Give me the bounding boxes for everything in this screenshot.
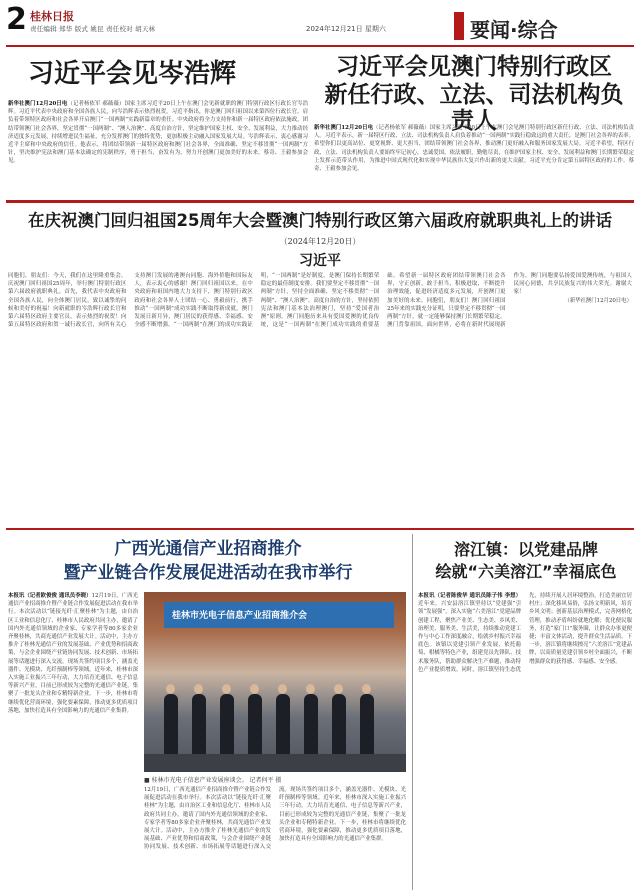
speech-author: 习近平 xyxy=(299,253,341,269)
section-title: 要闻·综合 xyxy=(470,18,558,42)
person-head xyxy=(334,684,343,694)
newspaper-name: 桂林日报 xyxy=(30,10,74,23)
speech-date: （2024年12月20日） xyxy=(279,237,361,246)
person-head xyxy=(194,684,203,694)
article3-title-line2: 暨产业链合作发展促进活动在我市举行 xyxy=(63,563,353,583)
section-bar-icon xyxy=(454,12,464,40)
speech-text: 同胞们，朋友们：今天，我们在这里隆重集会，庆祝澳门回归祖国25周年，举行澳门特别行政区第六届政府就职典礼。首先，我代表中央政府和全国各族人民，向全体澳门居民，致以诚挚的问候和美好的祝福！向新就职的岑浩辉行政长官和第六届特区政府主要官员，表示热烈的祝贺！向第五届特区政府和贺一诚行政长官，向所有关心支持澳门发展的港澳台同胞、海外侨胞和国际友人，表示衷心的感谢！澳门回归祖国以来，在中央政府和祖国内地大力支持下，澳门特别行政区政府和社会各界人士团结一心、勇毅前行，携手推动“一国两制”成功实践不断取得新成就，澳门发展日新月异，澳门居民的获得感、幸福感、安全感不断增强。“一国两制”在澳门的成功实践证明，“一国两制”是好制度，是澳门保持长期繁荣稳定的最佳制度安排。我们要坚定不移贯彻“一国两制”方针，坚持全面准确、坚定不移贯彻“一国两制”、“澳人治澳”、高度自治的方针，坚持依照宪法和澳门基本法治理澳门，坚持“爱国者治澳”原则。澳门同胞历来具有爱国爱澳的优良传统，这是“一国两制”在澳门成功实践的重要基础。希望新一届特区政府团结带领澳门社会各界，守正创新，敢于担当，积极进取，不断提升治理效能，促进经济适度多元发展，开创澳门更加美好的未来。同胞们，朋友们！澳门回归祖国25年来的实践充分证明，只要坚定不移贯彻“一国两制”方针，就一定能够保持澳门长期繁荣稳定。澳门背靠祖国，面向世界，必将在新时代展现新作为。澳门同胞要弘扬爱国爱澳传统，与祖国人民同心同德，共享民族复兴的伟大荣光。谢谢大家！ xyxy=(8,273,632,329)
person-head xyxy=(222,684,231,694)
staff-credits: 责任编辑 郑华 版式 姚昆 责任校对 胡天林 xyxy=(30,25,156,33)
photo-banner: 桂林市光电子信息产业招商推介会 xyxy=(164,602,394,628)
article2-text: （记者杨依军 郝薇薇）国家主席习近平20日上午在澳门会见澳门特别行政区新任行政、立法、司法机构负责人。习近平表示，新一届特区行政、立法、司法机构负责人肩负着推动“一国两制”实践行稳致远的重大责任，是澳门社会各界的表率。希望你们以更高站位、更宽视野、更大担当，团结带领澳门社会各界，推动澳门更好融入和服务国家发展大局。习近平希望，特区行政、立法、司法机构负责人要始终牢记初心，忠诚爱国，依法履职，勤勉尽责，在维护国家主权、安全、发展利益和澳门长期繁荣稳定上发挥示范带头作用，为推进中国式现代化和实现中华民族伟大复兴作出新的更大贡献。习近平充分肯定第五届特区政府的工作。蔡奇、王毅参加会见。 xyxy=(314,125,634,173)
article4-title-line2: 绘就“六美溶江”幸福底色 xyxy=(435,562,617,581)
article1-body xyxy=(8,100,308,196)
article4-lead: 本报讯（记者陈俊华 通讯员陈子伟 李想） xyxy=(418,593,521,599)
person-figure xyxy=(192,694,206,754)
speech-title: 在庆祝澳门回归祖国25周年大会暨澳门特别行政区第六届政府就职典礼上的讲话 xyxy=(28,211,612,230)
speech-footer: （新华社澳门12月20日电） xyxy=(564,297,632,304)
person-figure xyxy=(248,694,262,754)
person-head xyxy=(250,684,259,694)
divider-bottom xyxy=(6,528,634,530)
person-head xyxy=(166,684,175,694)
article2-body xyxy=(314,124,634,196)
article4-body xyxy=(418,592,632,888)
article3-lead: 本报讯（记者欧俊俊 通讯员李晓） xyxy=(8,593,92,599)
article3-text-cont: 12月19日，广西光通信产业招商推介暨产业链合作发展促进活动在我市举行。本次活动以“链接光纤·汇聚桂林”为主题，由自治区工业和信息化厅、桂林市人民政府共同主办，邀请了国内外光通信领域的企业家、专家学者等80多家企业齐聚桂林，共商光通信产业发展大计。活动中，主办方推介了桂林光通信产业的发展基础、产业优势和招商政策，与会企业围绕产业链协同发展、技术创新、市场拓展等话题进行深入交流。现场共签约项目多个，涵盖光器件、光模块、光纤预制棒等领域。近年来，桂林市深入实施工业振兴三年行动，大力培育光通信、电子信息等新兴产业，目前已形成较为完整的光通信产业链，集聚了一批龙头企业和专精特新企业。下一步，桂林市将继续优化营商环境，强化要素保障，推动更多优质项目落地，加快打造具有全国影响力的光通信产业集群。 xyxy=(144,787,406,851)
section-label xyxy=(454,12,630,40)
person-figure xyxy=(360,694,374,754)
article4-text: 近年来，兴安县溶江镇坚持以“党建强”引领“发展强”，深入实施“六美溶江”党建品牌创建工程，聚焦产业美、生态美、乡风美、治理美、服务美、生活美，持续推动党建工作与中心工作深度融合，绘就乡村振兴幸福底色。该镇以党建引领产业发展，依托葡萄、柑橘等特色产业，组建党员先锋队、技术服务队，帮助群众解决生产难题，推动特色产业提质增效。同时，溶江镇坚持生态优先，持续开展人居环境整治，打造美丽宜居村庄；深化移风易俗，弘扬文明新风，培育乡风文明；创新基层治理模式，完善网格化管理，推动矛盾纠纷就地化解；优化便民服务，打造“家门口”服务圈，让群众办事更便捷；丰富文体活动，提升群众生活品质。下一步，溶江镇将继续擦亮“六美溶江”党建品牌，以高质量党建引领乡村全面振兴，不断增强群众的获得感、幸福感、安全感。 xyxy=(418,593,632,673)
article1-lead: 新华社澳门12月20日电 xyxy=(8,101,68,107)
speech-body xyxy=(8,272,632,520)
article4-title-line1: 溶江镇：以党建品牌 xyxy=(453,540,598,559)
article3-text: 12月19日，广西光通信产业招商推介暨产业链合作发展促进活动在我市举行。本次活动以“链接光纤·汇聚桂林”为主题，由自治区工业和信息化厅、桂林市人民政府共同主办，邀请了国内外光通信领域的企业家、专家学者等80多家企业齐聚桂林，共商光通信产业发展大计。活动中，主办方推介了桂林光通信产业的发展基础、产业优势和招商政策，与会企业围绕产业链协同发展、技术创新、市场拓展等话题进行深入交流。现场共签约项目多个，涵盖光器件、光模块、光纤预制棒等领域。近年来，桂林市深入实施工业振兴三年行动，大力培育光通信、电子信息等新兴产业，目前已形成较为完整的光通信产业链，集聚了一批龙头企业和专精特新企业。下一步，桂林市将继续优化营商环境，强化要素保障，推动更多优质项目落地，加快打造具有全国影响力的光通信产业集群。 xyxy=(8,593,138,714)
person-figure xyxy=(304,694,318,754)
person-head xyxy=(278,684,287,694)
page-number: 2 xyxy=(6,2,27,37)
stage-floor xyxy=(144,754,406,772)
article1-text: （记者杨依军 郝薇薇）国家主席习近平20日上午在澳门会见新就职的澳门特别行政区行政长官岑浩辉。习近平代表中央政府和全国各族人民，向岑浩辉表示热烈祝贺。习近平指出，你是澳门回归祖国以来第四位行政长官，肩负着带领特区政府和社会各界开启澳门“一国两制”实践新篇章的重任。中央政府将全力支持你和新一届特区政府依法施政，团结带领澳门社会各界，坚定贯彻“一国两制”、“澳人治澳”、高度自治方针，坚定维护国家主权、安全、发展利益，大力推动经济适度多元发展，持续增进民生福祉，充分发挥澳门的独特优势，更加积极主动融入国家发展大局。岑浩辉表示，衷心感谢习近平主席和中央政府的信任。他表示，将团结带领新一届特区政府和澳门社会各界，全面准确、坚定不移贯彻“一国两制”方针，坚决维护宪法和澳门基本法确定的宪制秩序，勇于担当，奋发有为，努力开创澳门更加美好的未来。蔡奇、王毅参加会见。 xyxy=(8,101,308,165)
divider-top xyxy=(6,200,634,203)
article1-title: 习近平会见岑浩辉 xyxy=(28,59,237,89)
article2-title-line1: 习近平会见澳门特别行政区 xyxy=(336,54,612,80)
header-rule xyxy=(6,45,634,47)
person-figure xyxy=(220,694,234,754)
article3-photo xyxy=(144,592,406,772)
person-figure xyxy=(332,694,346,754)
article3-title-line1: 广西光通信产业招商推介 xyxy=(114,539,302,559)
article2-title-line2: 新任行政、立法、司法机构负责人 xyxy=(324,82,624,134)
issue-date: 2024年12月21日 星期六 xyxy=(306,25,386,33)
article2-lead: 新华社澳门12月20日电 xyxy=(314,125,374,131)
article3-body-cont xyxy=(144,786,406,888)
page-header xyxy=(6,4,634,44)
photo-caption: ■ 桂林市光电子信息产业发展座谈会。 记者何平 摄 xyxy=(144,777,282,784)
article3-body-col1 xyxy=(8,592,138,888)
person-figure xyxy=(276,694,290,754)
person-figure xyxy=(164,694,178,754)
person-head xyxy=(362,684,371,694)
person-head xyxy=(306,684,315,694)
column-rule xyxy=(412,534,413,890)
